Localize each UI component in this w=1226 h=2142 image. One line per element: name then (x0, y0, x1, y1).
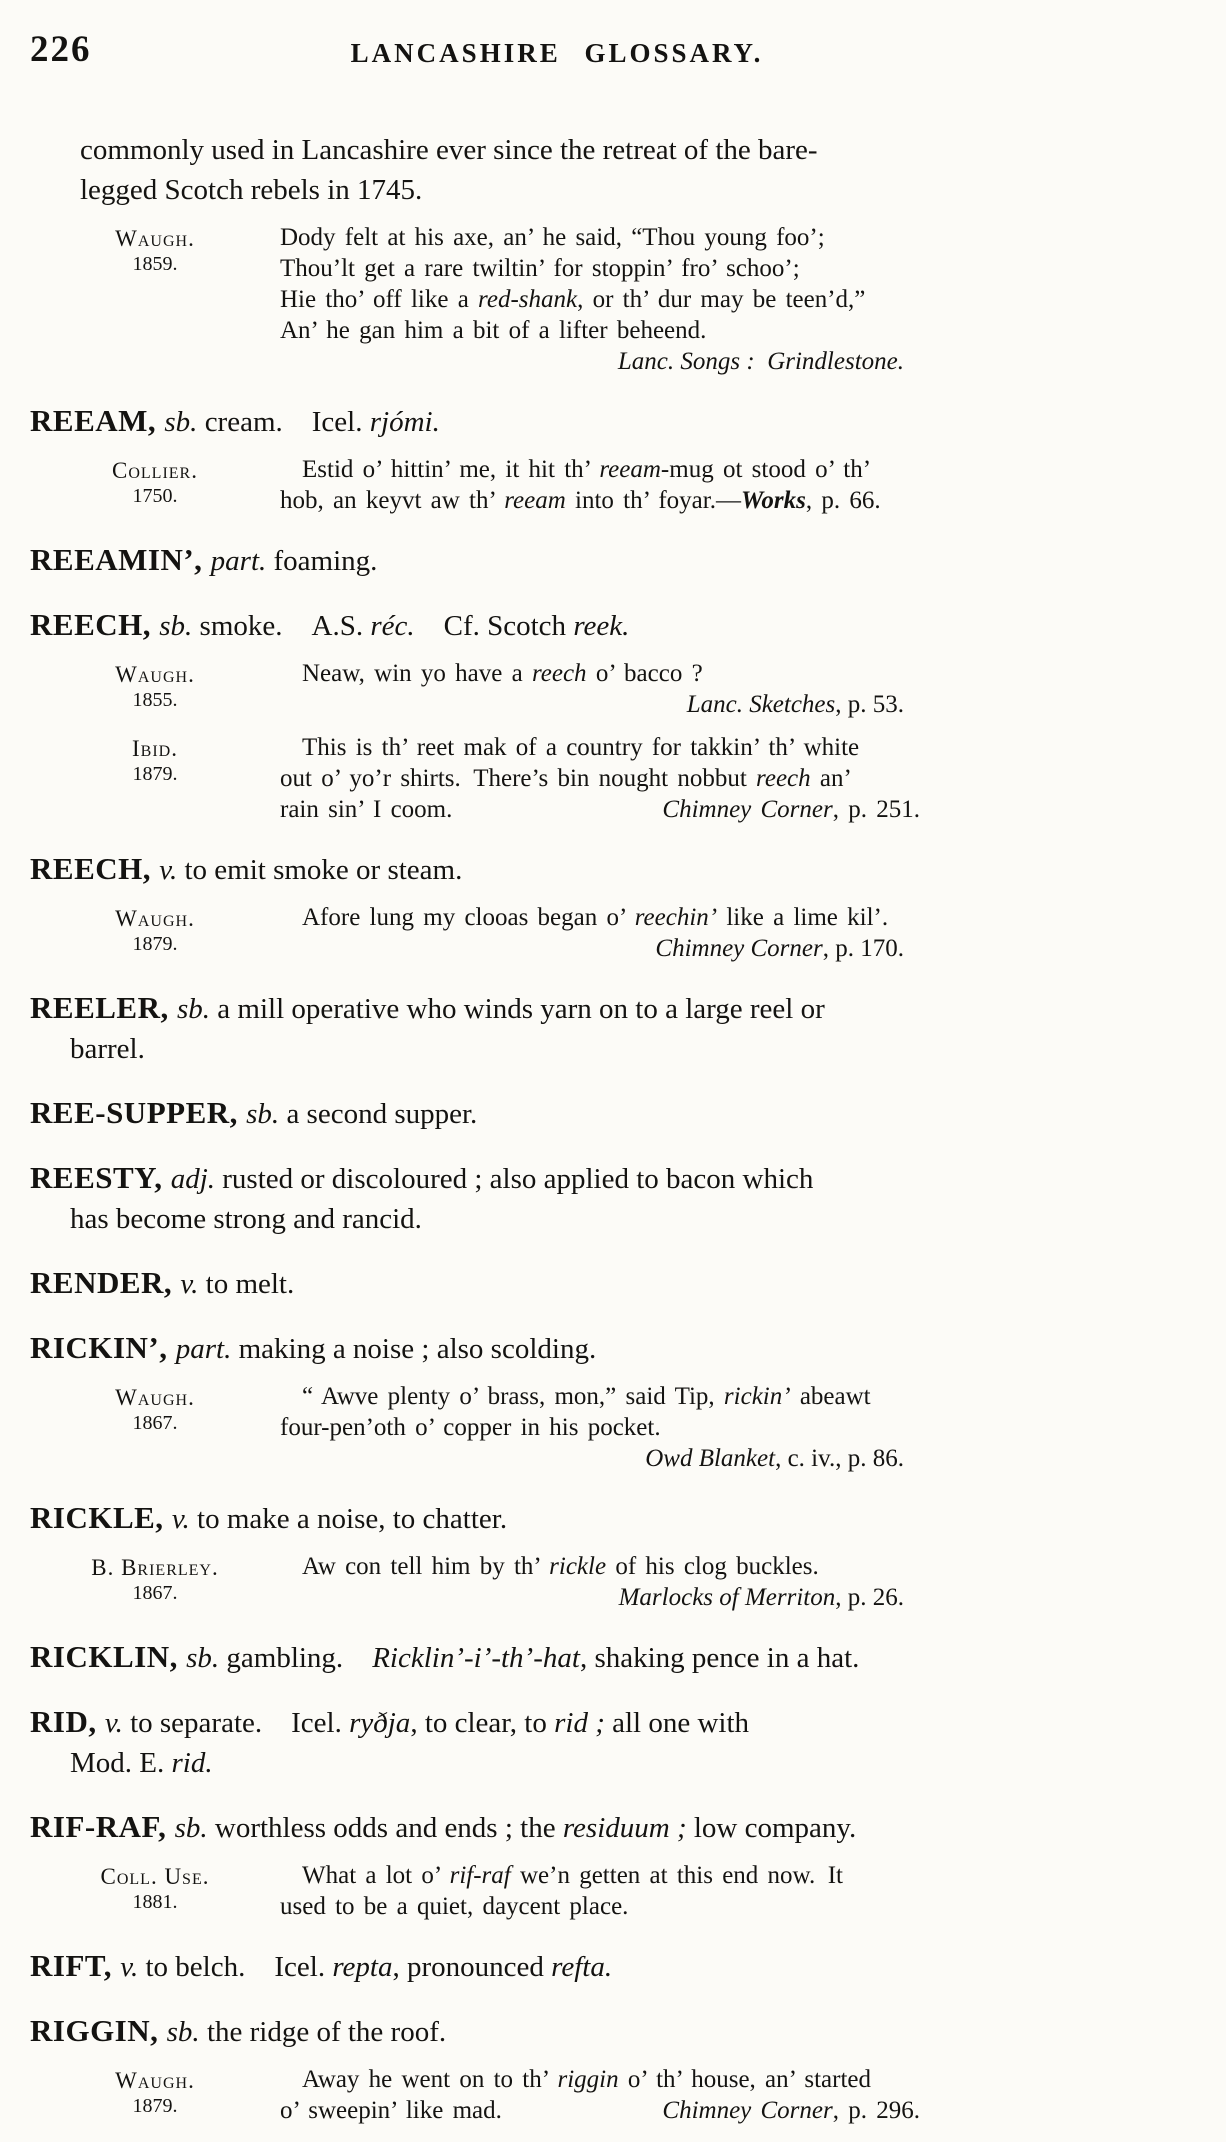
entry-reech-sb (30, 605, 1216, 646)
text-segment: all one with (604, 1707, 750, 1739)
text-segment: barrel. (70, 1033, 145, 1065)
entry-line (30, 1093, 1216, 1134)
citation-source-name: B. Brierley. (91, 1555, 219, 1580)
text-segment: into th’ foyar.— (565, 487, 741, 514)
text-segment: rid. (171, 1747, 213, 1779)
citation-source-block (30, 222, 280, 377)
text-segment: REEAM, (30, 403, 165, 438)
text-segment: worthless odds and ends ; the (207, 1812, 563, 1844)
entry-line (30, 988, 1216, 1029)
text-segment: sb. (159, 610, 193, 642)
text-segment: RICKLE, (30, 1500, 172, 1535)
text-segment: What a lot o’ (302, 1862, 450, 1889)
text-segment: to make a noise, to chatter. (189, 1503, 508, 1535)
quote-line (280, 253, 920, 284)
citation-collier-1750 (30, 454, 1216, 516)
text-segment: sb. (246, 1098, 280, 1130)
citation-date: 1867. (132, 1412, 178, 1434)
text-segment: reeam (599, 456, 661, 483)
quote-line-text (280, 794, 452, 825)
text-segment: “ Awve plenty o’ brass, mon,” said Tip, (302, 1383, 724, 1410)
text-segment: Mod. E. (70, 1747, 172, 1779)
citation-source-block (30, 902, 280, 964)
text-segment: sb. (176, 993, 211, 1025)
text-segment: low company. (686, 1812, 857, 1844)
text-segment: , p. 170. (822, 935, 904, 962)
citation-date: 1859. (132, 253, 178, 275)
entry-line (30, 1807, 1216, 1848)
text-segment: smoke. A.S. (192, 610, 371, 642)
text-segment: RIGGIN, (30, 2013, 167, 2048)
entry-rid (30, 1702, 1216, 1783)
citation-source-block (30, 658, 280, 720)
text-segment: to melt. (198, 1268, 295, 1300)
text-segment: REESTY, (30, 1160, 171, 1195)
quote-line (280, 658, 920, 689)
citation-waugh-1855 (30, 658, 1216, 720)
text-segment: , p. 53. (835, 691, 904, 718)
quote-line (280, 902, 920, 933)
text-segment: réc. (370, 610, 415, 642)
text-segment: part. (175, 1333, 232, 1365)
text-segment: , or th’ dur may be teen’d,” (577, 286, 866, 313)
text-segment: rif-raf (449, 1862, 511, 1889)
text-segment: , p. 26. (835, 1584, 904, 1611)
text-segment: rid ; (554, 1707, 605, 1739)
text-segment: -mug ot stood o’ th’ (660, 456, 872, 483)
text-segment: reeam (504, 487, 566, 514)
text-segment: rusted or discoloured ; also applied to bacon which (215, 1163, 814, 1195)
entry-reech-v (30, 849, 1216, 890)
text-segment: rain sin’ I coom. (280, 796, 453, 823)
text-segment: reek. (573, 610, 630, 642)
text-segment: reech (531, 660, 587, 687)
text-segment: an’ (810, 765, 852, 792)
text-segment: Chimney Corner (655, 935, 823, 962)
entry-rif-raf (30, 1807, 1216, 1848)
text-segment: v. (180, 1268, 199, 1300)
text-segment: Owd Blanket (645, 1445, 776, 1472)
paragraph-line (80, 130, 1216, 170)
entry-reesty (30, 1158, 1216, 1239)
text-segment: Dody felt at his axe, an’ he said, “Thou young foo’; (280, 224, 825, 251)
text-segment: Ricklin’-i’-th’-hat (372, 1642, 580, 1674)
text-segment: Thou’lt get a rare twiltin’ for stoppin’ fro’ schoo’; (280, 255, 800, 282)
text-segment: the ridge of the roof. (199, 2016, 447, 2048)
text-segment: v. (171, 1503, 190, 1535)
text-segment: o’ bacco ? (586, 660, 703, 687)
text-segment: hob, an keyvt aw th’ (280, 487, 505, 514)
text-segment: v. (104, 1707, 123, 1739)
citation-date: 1879. (132, 2095, 178, 2117)
citation-attribution (280, 1443, 920, 1474)
citation-attribution (280, 689, 920, 720)
quote-line (280, 732, 920, 763)
citation-date: 1879. (132, 763, 178, 785)
text-segment: v. (120, 1951, 139, 1983)
entry-line (30, 1702, 1216, 1743)
entry-line (30, 1158, 1216, 1199)
text-segment: legged Scotch rebels in 1745. (80, 174, 423, 206)
text-segment: rickin’ (723, 1383, 791, 1410)
text-segment: Estid o’ hittin’ me, it hit th’ (302, 456, 600, 483)
text-segment: sb. (174, 1812, 208, 1844)
text-segment: Afore lung my clooas began o’ (302, 904, 635, 931)
citation-source-block (30, 1860, 280, 1922)
quote-line (280, 1551, 920, 1582)
citation-date: 1855. (132, 689, 178, 711)
text-segment: Hie tho’ off like a (280, 286, 479, 313)
text-segment: REE-SUPPER, (30, 1095, 247, 1130)
text-segment: Marlocks of Merriton (618, 1584, 836, 1611)
text-segment: o’ th’ house, an’ started (618, 2066, 872, 2093)
entry-riggin (30, 2011, 1216, 2052)
text-segment: a second supper. (279, 1098, 478, 1130)
citation-source-name: Waugh. (115, 2068, 195, 2093)
entry-line (30, 2011, 1216, 2052)
entry-line (30, 605, 1216, 646)
quote-line (280, 1381, 920, 1412)
text-segment: REECH, (30, 607, 160, 642)
inline-attribution (662, 794, 920, 825)
text-segment: adj. (170, 1163, 216, 1195)
citation-quote (280, 2064, 920, 2126)
text-segment: rickle (549, 1553, 607, 1580)
citation-date: 1881. (132, 1891, 178, 1913)
text-segment: Chimney Corner (662, 796, 833, 823)
quote-line (280, 284, 920, 315)
text-segment: Chimney Corner (662, 2097, 833, 2124)
text-segment: abeawt (790, 1383, 871, 1410)
citation-waugh-1879-riggin (30, 2064, 1216, 2126)
entry-line (30, 1946, 1216, 1987)
text-segment: , pronounced (392, 1951, 552, 1983)
text-segment: commonly used in Lancashire ever since the retreat of the bare- (80, 134, 818, 166)
text-segment: residuum ; (562, 1812, 687, 1844)
text-segment: out o’ yo’r shirts. There’s bin nought nobbut (280, 765, 757, 792)
text-segment: sb. (164, 406, 198, 438)
text-segment: repta (332, 1951, 393, 1983)
text-segment: , to clear, to (410, 1707, 555, 1739)
text-segment: of his clog buckles. (606, 1553, 819, 1580)
quote-line-text (280, 2095, 502, 2126)
citation-attribution (280, 933, 920, 964)
citation-date: 1750. (132, 485, 178, 507)
citation-quote (280, 1381, 920, 1474)
text-segment: ryðja (349, 1707, 411, 1739)
quote-line (280, 485, 920, 516)
text-segment: foaming. (266, 545, 378, 577)
quote-line (280, 1412, 920, 1443)
text-segment: REECH, (30, 851, 160, 886)
glossary-content (30, 130, 1216, 2126)
text-segment: to belch. Icel. (138, 1951, 333, 1983)
entry-line (30, 540, 1216, 581)
entry-line (30, 1637, 1216, 1678)
text-segment: Lanc. Sketches (686, 691, 836, 718)
citation-source-block (30, 1381, 280, 1474)
text-segment: This is th’ reet mak of a country for takkin’ th’ white (302, 734, 860, 761)
quote-line (280, 794, 920, 825)
text-segment: v. (159, 854, 178, 886)
citation-date: 1879. (132, 933, 178, 955)
entry-rickle (30, 1498, 1216, 1539)
quote-line (280, 1860, 920, 1891)
text-segment: we’n getten at this end now. It (510, 1862, 844, 1889)
entry-line (30, 401, 1216, 442)
quote-line (280, 1891, 920, 1922)
entry-line (30, 1263, 1216, 1304)
citation-quote (280, 1551, 920, 1613)
text-segment: rjómi. (369, 406, 440, 438)
text-segment: Away he went on to th’ (302, 2066, 558, 2093)
text-segment: making a noise ; also scolding. (231, 1333, 597, 1365)
citation-source-name: Waugh. (115, 662, 195, 687)
citation-source-name: Ibid. (132, 736, 178, 761)
text-segment: , p. 66. (805, 487, 881, 514)
citation-waugh-1867 (30, 1381, 1216, 1474)
text-segment: RIF-RAF, (30, 1809, 175, 1844)
text-segment: RICKLIN, (30, 1639, 187, 1674)
citation-source-block (30, 732, 280, 825)
citation-quote (280, 1860, 920, 1922)
quote-line (280, 454, 920, 485)
text-segment: RICKIN’, (30, 1330, 176, 1365)
citation-brierley-1867 (30, 1551, 1216, 1613)
entry-line (70, 1029, 1216, 1069)
text-segment: red-shank (478, 286, 578, 313)
entry-line (70, 1743, 1216, 1783)
entry-ree-supper (30, 1093, 1216, 1134)
text-segment: , p. 296. (832, 2097, 920, 2124)
text-segment: to separate. Icel. (122, 1707, 350, 1739)
text-segment: sb. (166, 2016, 200, 2048)
text-segment: o’ sweepin’ like mad. (280, 2097, 502, 2124)
citation-source-name: Coll. Use. (100, 1864, 210, 1889)
entry-reeamin (30, 540, 1216, 581)
citation-waugh-1879-reech (30, 902, 1216, 964)
text-segment: sb. (186, 1642, 220, 1674)
text-segment: Works (740, 487, 806, 514)
paragraph-line (80, 170, 1216, 210)
citation-source-name: Waugh. (115, 226, 195, 251)
citation-source-block (30, 454, 280, 516)
entry-reeler (30, 988, 1216, 1069)
text-segment: part. (210, 545, 267, 577)
entry-reeam (30, 401, 1216, 442)
text-segment: refta. (551, 1951, 613, 1983)
quote-line (280, 222, 920, 253)
text-segment: four-pen’oth o’ copper in his pocket. (280, 1414, 661, 1441)
text-segment: Neaw, win yo have a (302, 660, 532, 687)
entry-rickin (30, 1328, 1216, 1369)
text-segment: , shaking pence in a hat. (579, 1642, 860, 1674)
entry-line (70, 1199, 1216, 1239)
text-segment: reech (756, 765, 811, 792)
text-segment: Lanc. Songs : Grindlestone. (617, 348, 904, 375)
text-segment: gambling. (219, 1642, 373, 1674)
text-segment: REEAMIN’, (30, 542, 211, 577)
entry-render (30, 1263, 1216, 1304)
citation-attribution (280, 1582, 920, 1613)
text-segment: Cf. Scotch (414, 610, 574, 642)
citation-date: 1867. (132, 1582, 178, 1604)
quote-line (280, 763, 920, 794)
text-segment: used to be a quiet, daycent place. (280, 1893, 629, 1920)
citation-source-block (30, 2064, 280, 2126)
quote-line (280, 2095, 920, 2126)
citation-source-name: Waugh. (115, 906, 195, 931)
quote-line (280, 2064, 920, 2095)
citation-quote (280, 902, 920, 964)
text-segment: like a lime kil’. (717, 904, 889, 931)
text-segment: cream. Icel. (197, 406, 370, 438)
inline-attribution (662, 2095, 920, 2126)
citation-quote (280, 454, 920, 516)
citation-quote (280, 658, 920, 720)
text-segment: Aw con tell him by th’ (302, 1553, 550, 1580)
quote-line (280, 315, 920, 346)
citation-waugh-1859 (30, 222, 1216, 377)
text-segment: REELER, (30, 990, 177, 1025)
text-segment: RID, (30, 1704, 105, 1739)
text-segment: reechin’ (634, 904, 718, 931)
citation-source-block (30, 1551, 280, 1613)
text-segment: RENDER, (30, 1265, 181, 1300)
citation-coll-use-1881 (30, 1860, 1216, 1922)
text-segment: , c. iv., p. 86. (775, 1445, 904, 1472)
entry-ricklin (30, 1637, 1216, 1678)
citation-quote (280, 732, 920, 825)
citation-source-name: Collier. (112, 458, 198, 483)
citation-source-name: Waugh. (115, 1385, 195, 1410)
entry-line (30, 849, 1216, 890)
citation-quote (280, 222, 920, 377)
page-title: LANCASHIRE GLOSSARY. (350, 38, 764, 68)
text-segment: , p. 251. (832, 796, 920, 823)
citation-ibid-1879 (30, 732, 1216, 825)
text-segment: riggin (557, 2066, 619, 2093)
text-segment: An’ he gan him a bit of a lifter beheend. (280, 317, 707, 344)
page-number: 226 (30, 29, 92, 70)
entry-line (30, 1328, 1216, 1369)
entry-rift (30, 1946, 1216, 1987)
text-segment: to emit smoke or steam. (177, 854, 463, 886)
entry-line (30, 1498, 1216, 1539)
intro-continuation (80, 130, 1216, 210)
citation-attribution (280, 346, 920, 377)
text-segment: a mill operative who winds yarn on to a large reel or (210, 993, 825, 1025)
text-segment: RIFT, (30, 1948, 121, 1983)
text-segment: has become strong and rancid. (70, 1203, 422, 1235)
